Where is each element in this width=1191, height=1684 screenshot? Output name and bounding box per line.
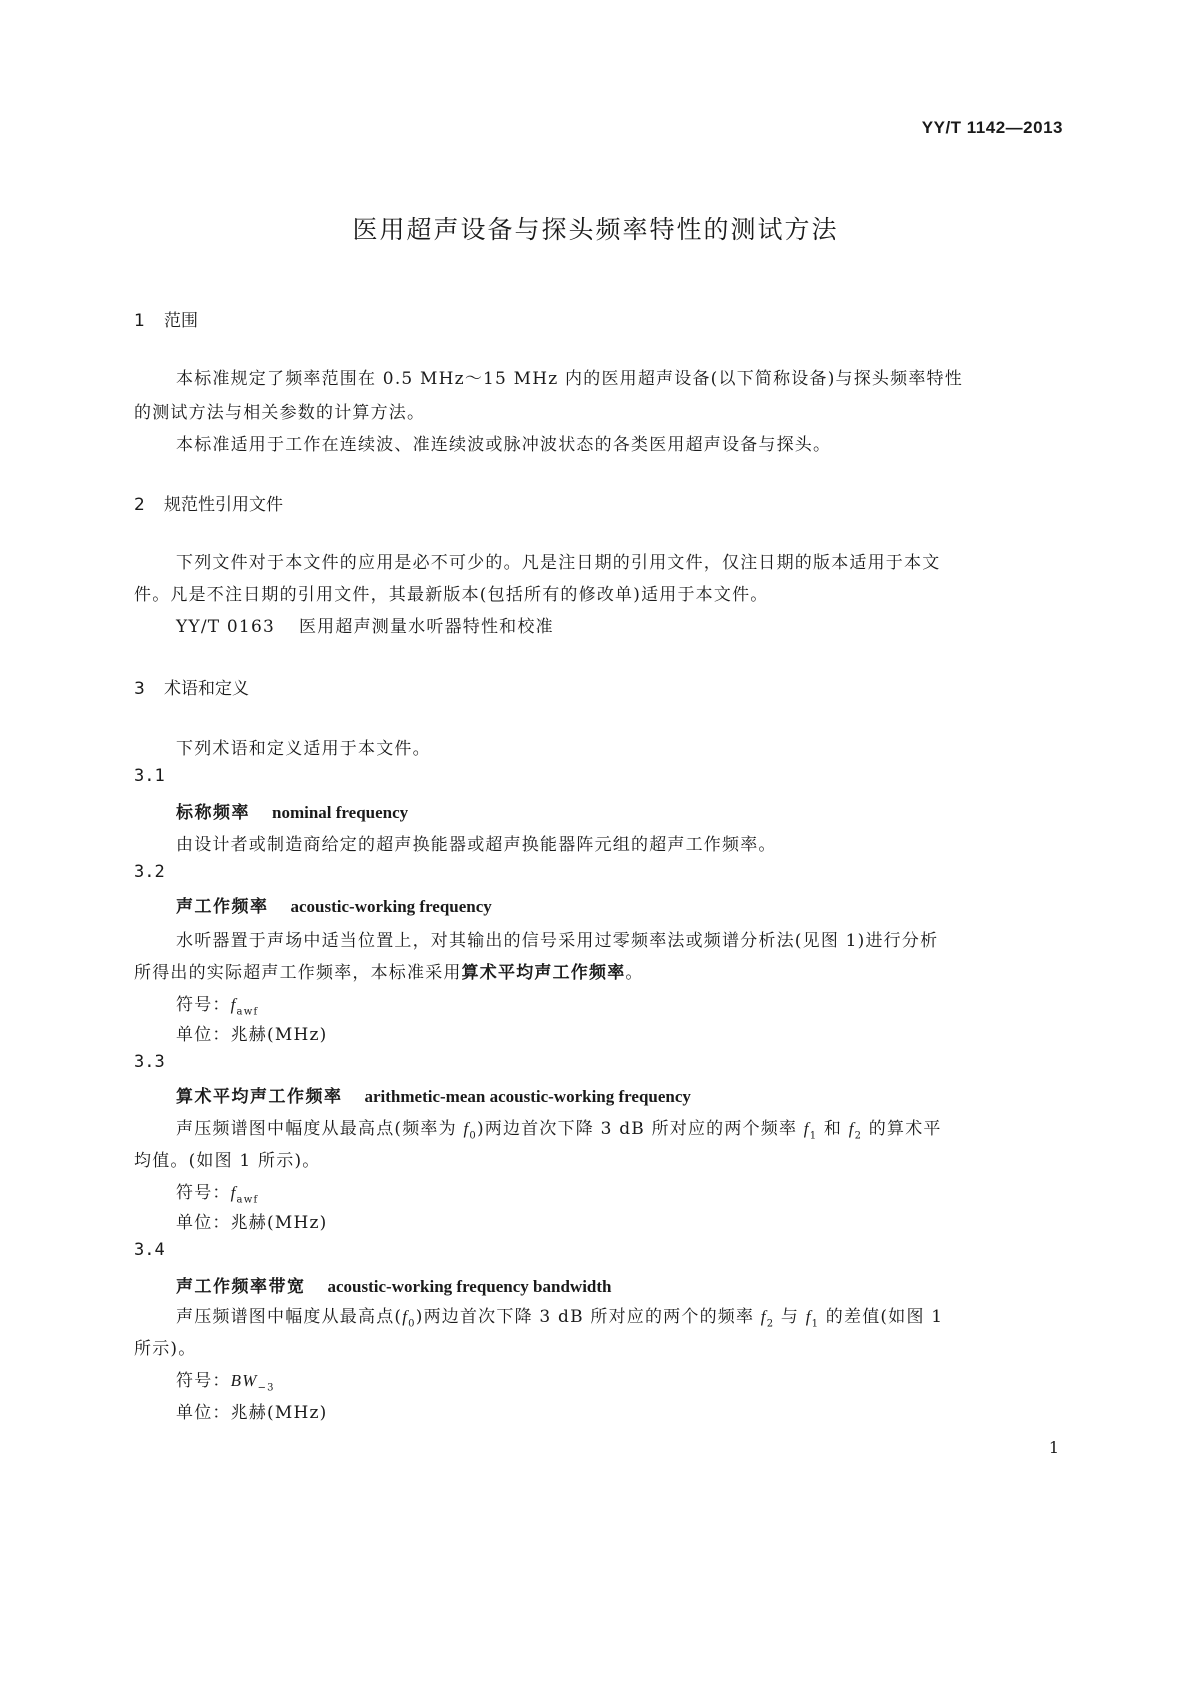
definition-text: 。 (625, 963, 644, 983)
definition-text: 的算术平 (862, 1119, 942, 1139)
symbol-subscript: 2 (854, 1130, 863, 1142)
section-2-heading (134, 490, 283, 515)
term-zh: 声工作频率 (176, 897, 269, 917)
symbol-f2: f (848, 1119, 855, 1138)
term-symbol (176, 1178, 258, 1205)
term-zh: 算术平均声工作频率 (176, 1087, 343, 1107)
definition-text: 和 (817, 1119, 849, 1139)
section-title: 术语和定义 (164, 679, 249, 699)
reference-title: 医用超声测量水听器特性和校准 (298, 617, 554, 637)
symbol-subscript: 0 (469, 1130, 477, 1142)
standard-number: YY/T 1142—2013 (921, 118, 1063, 137)
definition-text: 声压频谱图中幅度从最高点(频率为 (176, 1119, 464, 1139)
clause-number: 3.2 (134, 862, 165, 882)
term-definition-line2: 均值。(如图 1 所示)。 (134, 1151, 321, 1171)
symbol-f1: f (803, 1119, 810, 1138)
term-heading (176, 1272, 612, 1297)
s2-reference (176, 612, 554, 637)
s3-intro: 下列术语和定义适用于本文件。 (176, 739, 431, 759)
section-number: 1 (134, 311, 145, 331)
symbol-subscript: −3 (257, 1382, 275, 1394)
term-unit: 单位：兆赫(MHz) (176, 1403, 328, 1423)
s1-para1-line2: 的测试方法与相关参数的计算方法。 (134, 403, 426, 423)
term-zh: 标称频率 (176, 803, 250, 823)
symbol-subscript: 1 (809, 1130, 818, 1142)
symbol-f0: f (402, 1307, 409, 1326)
term-definition: 由设计者或制造商给定的超声换能器或超声换能器阵元组的超声工作频率。 (176, 835, 777, 855)
section-title: 规范性引用文件 (164, 495, 283, 515)
term-en: arithmetic-mean acoustic-working frequency (364, 1087, 691, 1106)
symbol-label: 符号： (176, 1371, 231, 1391)
definition-text: 与 (774, 1307, 806, 1327)
section-number: 2 (134, 495, 145, 515)
symbol-subscript: 0 (408, 1318, 416, 1330)
term-symbol (176, 990, 258, 1017)
symbol-subscript: awf (236, 1006, 259, 1018)
symbol-main: BW (230, 1371, 258, 1390)
symbol-f2: f (760, 1307, 767, 1326)
symbol-main: f (230, 1183, 237, 1202)
term-unit: 单位：兆赫(MHz) (176, 1213, 328, 1233)
term-symbol (176, 1366, 275, 1393)
section-title: 范围 (164, 311, 198, 331)
symbol-f1: f (805, 1307, 812, 1326)
term-heading (176, 892, 492, 917)
term-definition-line1 (176, 1302, 943, 1329)
s1-para1-line1: 本标准规定了频率范围在 0.5 MHz～15 MHz 内的医用超声设备(以下简称设备)与探头频率特性 (176, 369, 963, 389)
section-3-heading (134, 674, 249, 699)
clause-number: 3.3 (134, 1052, 165, 1072)
clause-number: 3.1 (134, 766, 165, 786)
s2-para1-line1: 下列文件对于本文件的应用是必不可少的。凡是注日期的引用文件，仅注日期的版本适用于本文 (176, 553, 941, 573)
symbol-f0: f (463, 1119, 470, 1138)
term-heading (176, 798, 408, 823)
clause-number: 3.4 (134, 1240, 165, 1260)
definition-text: 的差值(如图 1 (819, 1307, 944, 1327)
term-unit: 单位：兆赫(MHz) (176, 1025, 328, 1045)
document-title: 医用超声设备与探头频率特性的测试方法 (352, 215, 839, 244)
term-en: acoustic-working frequency (290, 897, 492, 916)
term-definition-line1 (176, 1114, 942, 1141)
term-definition-line2: 所示)。 (134, 1339, 197, 1359)
term-heading (176, 1082, 691, 1107)
term-definition-line1: 水听器置于声场中适当位置上，对其输出的信号采用过零频率法或频谱分析法(见图 1)进行分析 (176, 931, 939, 951)
symbol-label: 符号： (176, 1183, 231, 1203)
definition-emphasis: 算术平均声工作频率 (461, 963, 626, 983)
term-en: acoustic-working frequency bandwidth (327, 1277, 612, 1296)
definition-text: )两边首次下降 3 dB 所对应的两个的频率 (415, 1307, 761, 1327)
symbol-label: 符号： (176, 995, 231, 1015)
definition-text: 所得出的实际超声工作频率，本标准采用 (134, 963, 462, 983)
term-en: nominal frequency (272, 803, 409, 822)
symbol-subscript: 1 (811, 1318, 820, 1330)
s1-para2: 本标准适用于工作在连续波、准连续波或脉冲波状态的各类医用超声设备与探头。 (176, 435, 832, 455)
symbol-main: f (230, 995, 237, 1014)
page-number: 1 (1048, 1438, 1059, 1457)
s2-para1-line2: 件。凡是不注日期的引用文件，其最新版本(包括所有的修改单)适用于本文件。 (134, 585, 769, 605)
symbol-subscript: 2 (766, 1318, 775, 1330)
symbol-subscript: awf (236, 1194, 259, 1206)
definition-text: )两边首次下降 3 dB 所对应的两个频率 (476, 1119, 804, 1139)
reference-code: YY/T 0163 (176, 617, 275, 637)
definition-text: 声压频谱图中幅度从最高点( (176, 1307, 403, 1327)
term-zh: 声工作频率带宽 (176, 1277, 306, 1297)
section-number: 3 (134, 679, 145, 699)
section-1-heading (134, 306, 198, 331)
term-definition-line2 (134, 958, 644, 983)
